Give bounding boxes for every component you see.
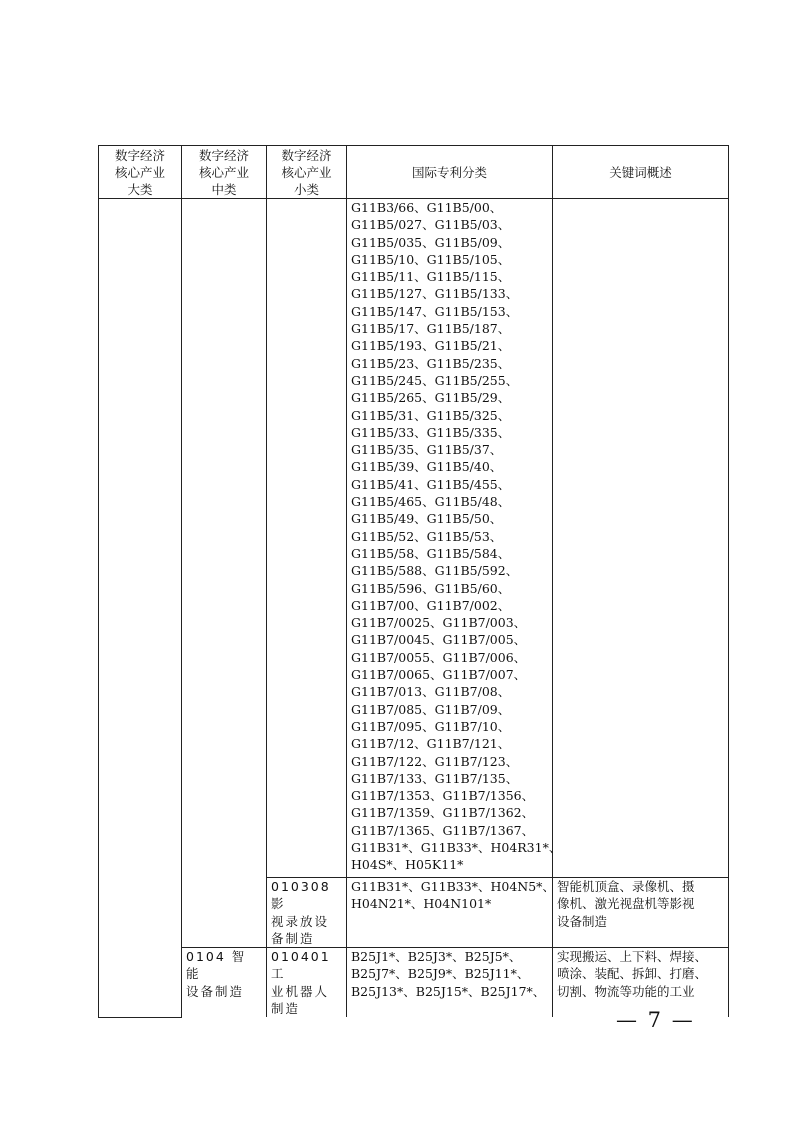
table-row: [99, 948, 729, 1018]
ipc-code-line: G11B5/11、G11B5/115、: [351, 269, 511, 285]
ipc-classification-table: [98, 145, 729, 1018]
ipc-code-line: G11B5/58、G11B5/584、: [351, 545, 511, 561]
mid-category-cell: [182, 199, 267, 948]
ipc-code-line: G11B5/596、G11B5/60、: [351, 580, 511, 596]
keyword-cell: 实现搬运、上下料、焊接、 喷涂、装配、拆卸、打磨、 切割、物流等功能的工业: [553, 948, 729, 1018]
ipc-codes-cell: G11B31*、G11B33*、H04N5*、 H04N21*、H04N101*: [347, 878, 553, 948]
ipc-code-line: G11B5/17、G11B5/187、: [351, 321, 511, 337]
sub-category-cell: 010308 影 视录放设 备制造: [267, 878, 347, 948]
ipc-code-line: G11B7/095、G11B7/10、: [351, 718, 511, 734]
header-ipc-classification: 国际专利分类: [347, 146, 553, 199]
ipc-code-line: G11B5/35、G11B5/37、: [351, 442, 503, 458]
ipc-code-line: G11B5/41、G11B5/455、: [351, 476, 511, 492]
ipc-code-line: G11B5/49、G11B5/50、: [351, 511, 503, 527]
ipc-code-line: G11B5/33、G11B5/335、: [351, 424, 511, 440]
ipc-code-line: G11B5/035、G11B5/09、: [351, 234, 511, 250]
ipc-code-line: G11B5/127、G11B5/133、: [351, 286, 519, 302]
mid-category-cell: 0104 智 能 设备制造: [182, 948, 267, 1018]
ipc-codes-cell: [347, 199, 562, 878]
header-mid-category: 数字经济 核心产业 中类: [182, 146, 267, 199]
ipc-code-line: G11B5/39、G11B5/40、: [351, 459, 503, 475]
page-number: — 7 —: [616, 1008, 695, 1032]
ipc-code-line: G11B5/147、G11B5/153、: [351, 303, 519, 319]
header-major-category: 数字经济 核心产业 大类: [99, 146, 182, 199]
header-sub-category: 数字经济 核心产业 小类: [267, 146, 347, 199]
ipc-code-line: G11B7/0045、G11B7/005、: [351, 632, 527, 648]
ipc-code-line: G11B7/00、G11B7/002、: [351, 597, 511, 613]
ipc-code-line: G11B5/245、G11B5/255、: [351, 372, 519, 388]
ipc-code-line: G11B5/23、G11B5/235、: [351, 355, 511, 371]
ipc-code-line: H04S*、H05K11*: [351, 857, 464, 873]
header-keyword-summary: 关键词概述: [553, 146, 729, 199]
ipc-code-line: G11B7/122、G11B7/123、: [351, 753, 519, 769]
ipc-code-line: G11B7/1353、G11B7/1356、: [351, 788, 535, 804]
ipc-code-line: G11B7/0065、G11B7/007、: [351, 667, 527, 683]
ipc-code-line: G11B7/12、G11B7/121、: [351, 736, 511, 752]
ipc-code-line: G11B5/465、G11B5/48、: [351, 494, 511, 510]
ipc-code-line: G11B5/31、G11B5/325、: [351, 407, 511, 423]
keyword-cell: [553, 199, 729, 878]
ipc-code-line: G11B3/66、G11B5/00、: [351, 200, 503, 215]
ipc-code-line: G11B5/588、G11B5/592、: [351, 563, 519, 579]
major-category-cell: [99, 199, 182, 1018]
ipc-code-line: G11B31*、G11B33*、H04R31*、: [351, 839, 562, 855]
keyword-cell: 智能机顶盒、录像机、摄 像机、激光视盘机等影视 设备制造: [553, 878, 729, 948]
ipc-codes-cell: B25J1*、B25J3*、B25J5*、 B25J7*、B25J9*、B25J11*、 B25J13*、B25J15*、B25J17*、: [347, 948, 553, 1018]
ipc-code-line: G11B7/013、G11B7/08、: [351, 684, 511, 700]
ipc-code-line: G11B5/265、G11B5/29、: [351, 390, 511, 406]
ipc-code-line: G11B7/0055、G11B7/006、: [351, 649, 527, 665]
ipc-code-line: G11B7/133、G11B7/135、: [351, 770, 519, 786]
ipc-code-line: G11B7/0025、G11B7/003、: [351, 615, 527, 631]
table-row: [99, 199, 729, 878]
ipc-code-line: G11B7/1359、G11B7/1362、: [351, 805, 535, 821]
sub-category-cell: 010401 工 业机器人 制造: [267, 948, 347, 1018]
ipc-code-line: G11B5/10、G11B5/105、: [351, 251, 511, 267]
sub-category-cell: [267, 199, 347, 878]
ipc-code-line: G11B7/1365、G11B7/1367、: [351, 822, 535, 838]
ipc-code-line: G11B5/027、G11B5/03、: [351, 217, 511, 233]
ipc-code-line: G11B7/085、G11B7/09、: [351, 701, 511, 717]
ipc-code-line: G11B5/193、G11B5/21、: [351, 338, 511, 354]
ipc-code-line: G11B5/52、G11B5/53、: [351, 528, 503, 544]
table-header-row: [99, 146, 729, 199]
